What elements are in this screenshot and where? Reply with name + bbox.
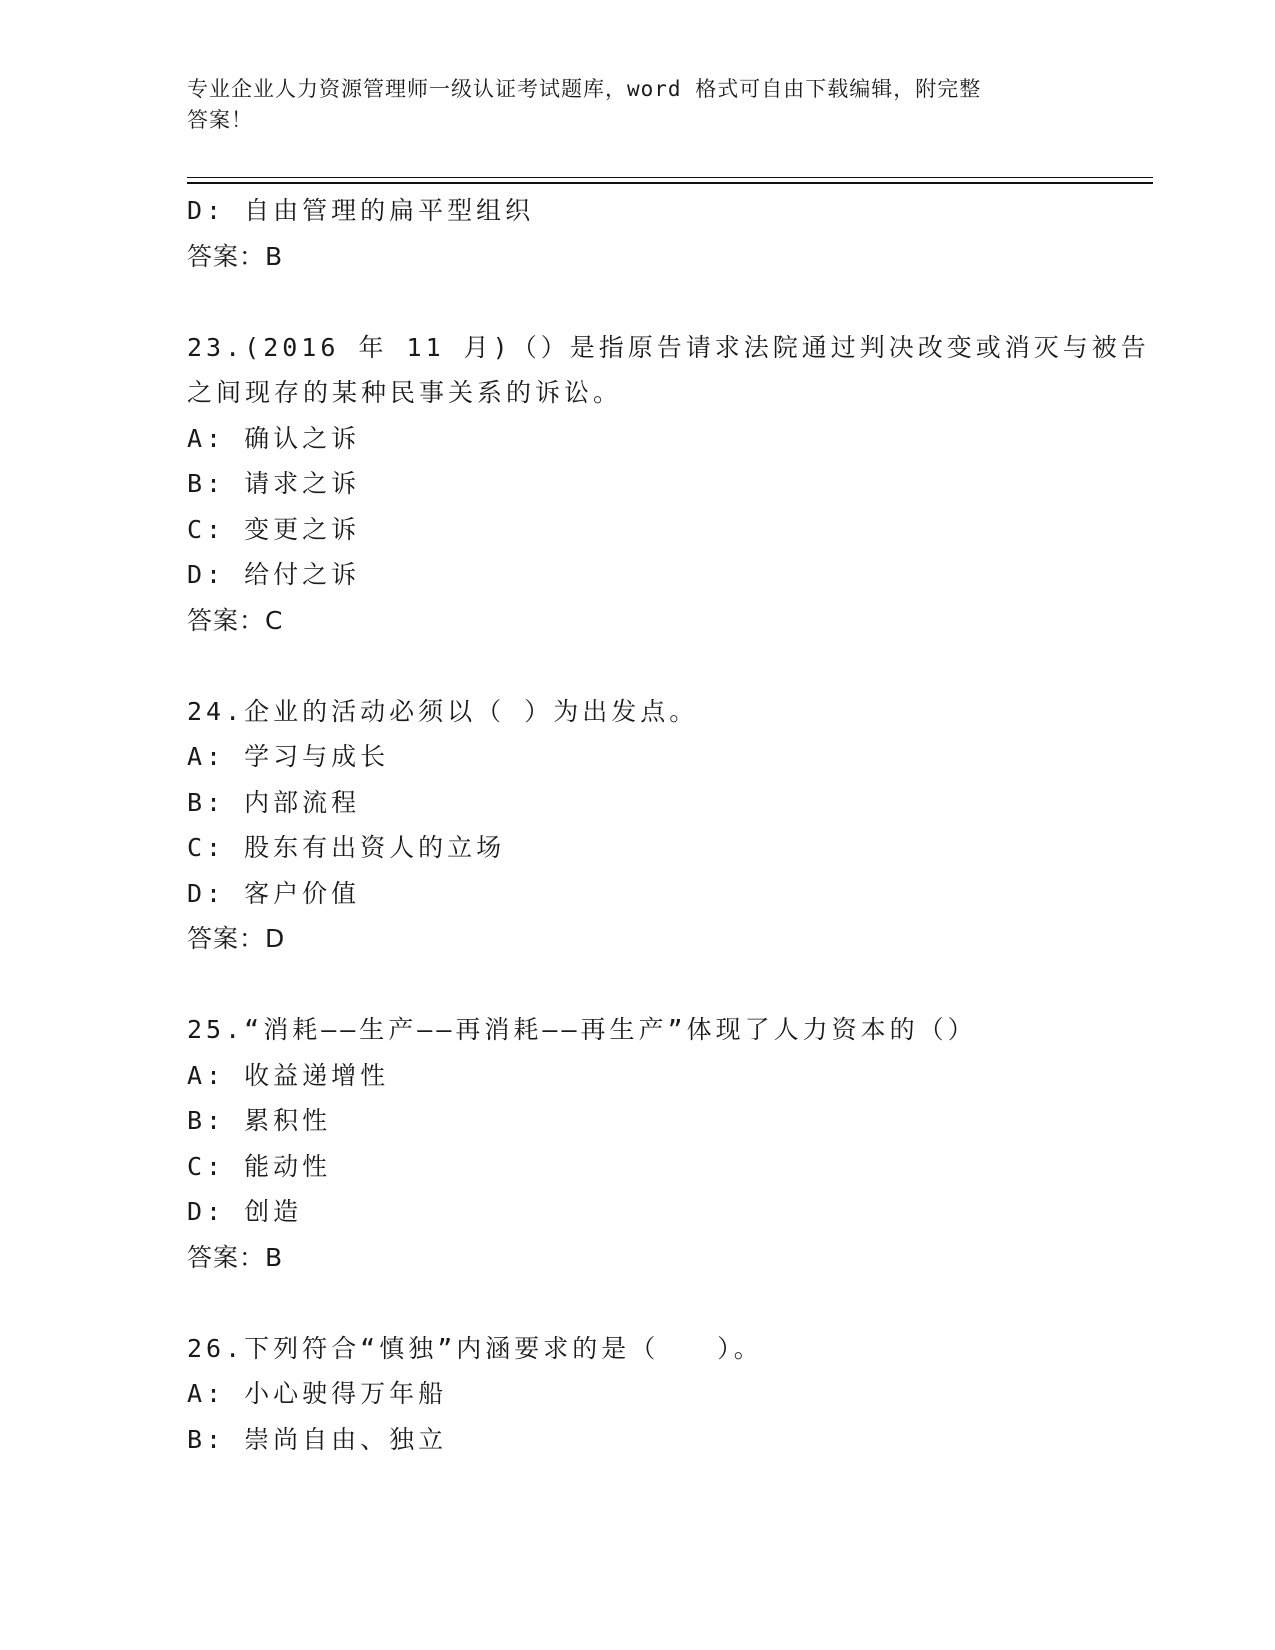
option-b: B: 内部流程 bbox=[187, 787, 361, 817]
question-24 bbox=[187, 689, 1087, 962]
answer-line: 答案：C bbox=[187, 605, 284, 635]
option-a: A: 确认之诉 bbox=[187, 423, 361, 453]
option-d: D: 自由管理的扁平型组织 bbox=[187, 196, 535, 225]
option-b: B: 崇尚自由、独立 bbox=[187, 1424, 448, 1454]
header-rule-thick bbox=[187, 182, 1153, 184]
option-c: C: 股东有出资人的立场 bbox=[187, 833, 506, 862]
spacer bbox=[187, 962, 1087, 1008]
answer-line: 答案：B bbox=[187, 241, 284, 271]
option-d: D: 创造 bbox=[187, 1197, 303, 1226]
question-text: 之间现存的某种民事关系的诉讼。 bbox=[187, 378, 623, 407]
question-list bbox=[187, 188, 1150, 1462]
document-header bbox=[187, 74, 1067, 136]
option-c: C: 能动性 bbox=[187, 1151, 332, 1181]
spacer bbox=[187, 1280, 1087, 1326]
option-b: B: 累积性 bbox=[187, 1106, 332, 1135]
option-b: B: 请求之诉 bbox=[187, 469, 361, 498]
option-d: D: 客户价值 bbox=[187, 878, 361, 908]
answer-line: 答案：D bbox=[187, 924, 286, 953]
answer-line: 答案：B bbox=[187, 1242, 284, 1272]
option-a: A: 收益递增性 bbox=[187, 1060, 390, 1090]
question-text: 24.企业的活动必须以（ ）为出发点。 bbox=[187, 696, 699, 726]
header-line-1: 专业企业人力资源管理师一级认证考试题库，word 格式可自由下载编辑，附完整 bbox=[187, 77, 982, 101]
option-d: D: 给付之诉 bbox=[187, 560, 361, 589]
option-c: C: 变更之诉 bbox=[187, 514, 361, 544]
option-a: A: 学习与成长 bbox=[187, 742, 390, 771]
question-25 bbox=[187, 1007, 1087, 1280]
spacer bbox=[187, 643, 1087, 689]
option-a: A: 小心驶得万年船 bbox=[187, 1379, 448, 1408]
question-text: 25.“消耗——生产——再消耗——再生产”体现了人力资本的（） bbox=[187, 1015, 977, 1044]
question-26 bbox=[187, 1326, 1087, 1463]
spacer bbox=[187, 279, 1087, 325]
header-rule-thin bbox=[187, 177, 1153, 178]
question-23 bbox=[187, 325, 1150, 644]
header-line-2: 答案！ bbox=[187, 108, 253, 132]
question-text: 23.(2016 年 11 月)（）是指原告请求法院通过判决改变或消灭与被告 bbox=[187, 332, 1150, 362]
question-text: 26.下列符合“慎独”内涵要求的是（ ）。 bbox=[187, 1333, 763, 1363]
